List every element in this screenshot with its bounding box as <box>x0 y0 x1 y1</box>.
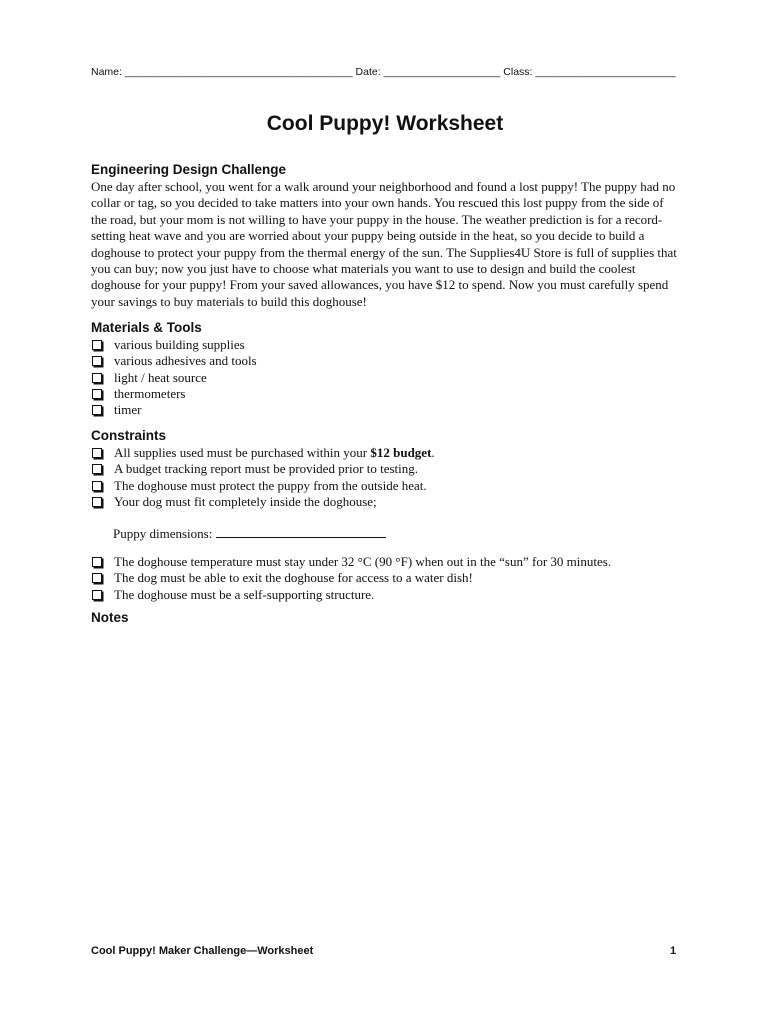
puppy-dimensions-label: Puppy dimensions: <box>113 526 213 542</box>
materials-list <box>91 337 681 418</box>
materials-section <box>91 320 681 418</box>
list-item: The doghouse must be a self-supporting structure. <box>91 587 681 603</box>
footer-title: Cool Puppy! Maker Challenge—Worksheet <box>91 945 314 957</box>
checkbox-icon <box>92 448 102 458</box>
challenge-heading: Engineering Design Challenge <box>91 162 287 177</box>
list-item: All supplies used must be purchased within your $12 budget. <box>91 445 681 461</box>
puppy-dimensions <box>113 526 681 542</box>
list-item: various adhesives and tools <box>91 353 681 369</box>
checkbox-icon <box>92 373 102 383</box>
checkbox-icon <box>92 573 102 583</box>
page-title: Cool Puppy! Worksheet <box>266 112 504 135</box>
list-item: The doghouse temperature must stay under 32 °C (90 °F) when out in the “sun” for 30 minutes. <box>91 554 681 570</box>
checkbox-icon <box>92 340 102 350</box>
list-item: light / heat source <box>91 370 681 386</box>
notes-heading: Notes <box>91 610 129 625</box>
header-fields <box>91 66 691 78</box>
challenge-section <box>91 162 681 310</box>
class-label: Class: <box>503 66 533 78</box>
budget-emphasis: $12 budget <box>370 445 432 460</box>
date-label: Date: <box>355 66 381 78</box>
name-blank: _______________________________________ <box>124 66 353 78</box>
checkbox-icon <box>92 389 102 399</box>
list-item: The doghouse must protect the puppy from the outside heat. <box>91 478 681 494</box>
constraints-list-continued <box>91 554 681 603</box>
constraints-heading: Constraints <box>91 428 167 443</box>
list-item: thermometers <box>91 386 681 402</box>
list-item: The dog must be able to exit the doghouse for access to a water dish! <box>91 570 681 586</box>
checkbox-icon <box>92 557 102 567</box>
challenge-text: One day after school, you went for a walk around your neighborhood and found a lost puppy! The puppy had no collar or tag, so you decided to take matters into your own hands. You rescued this lost puppy from the side of the road, but your mom is not willing to have your puppy in the house. The weather prediction is for a record-setting heat wave and you are worried about your puppy being outside in the heat, so you decide to build a doghouse to protect your puppy from the thermal energy of the sun. The Supplies4U Store is full of supplies that you can buy; now you just have to choose what materials you want to use to design and build the coolest doghouse for your puppy! From your saved allowances, you have $12 to spend. Now you must carefully spend your savings to buy materials to build this doghouse! <box>91 179 677 309</box>
puppy-dimensions-blank[interactable] <box>216 526 386 538</box>
checkbox-icon <box>92 590 102 600</box>
page-number: 1 <box>670 945 677 957</box>
date-blank: ____________________ <box>383 66 501 78</box>
name-label: Name: <box>91 66 122 78</box>
checkbox-icon <box>92 405 102 415</box>
checkbox-icon <box>92 356 102 366</box>
list-item: A budget tracking report must be provided prior to testing. <box>91 461 681 477</box>
checkbox-icon <box>92 481 102 491</box>
constraints-list <box>91 445 681 510</box>
materials-heading: Materials & Tools <box>91 320 202 335</box>
checkbox-icon <box>92 464 102 474</box>
constraints-section <box>91 428 681 603</box>
notes-section <box>91 610 681 625</box>
class-blank: ________________________ <box>535 66 676 78</box>
list-item: various building supplies <box>91 337 681 353</box>
list-item: Your dog must fit completely inside the doghouse; <box>91 494 681 510</box>
list-item: timer <box>91 402 681 418</box>
checkbox-icon <box>92 497 102 507</box>
